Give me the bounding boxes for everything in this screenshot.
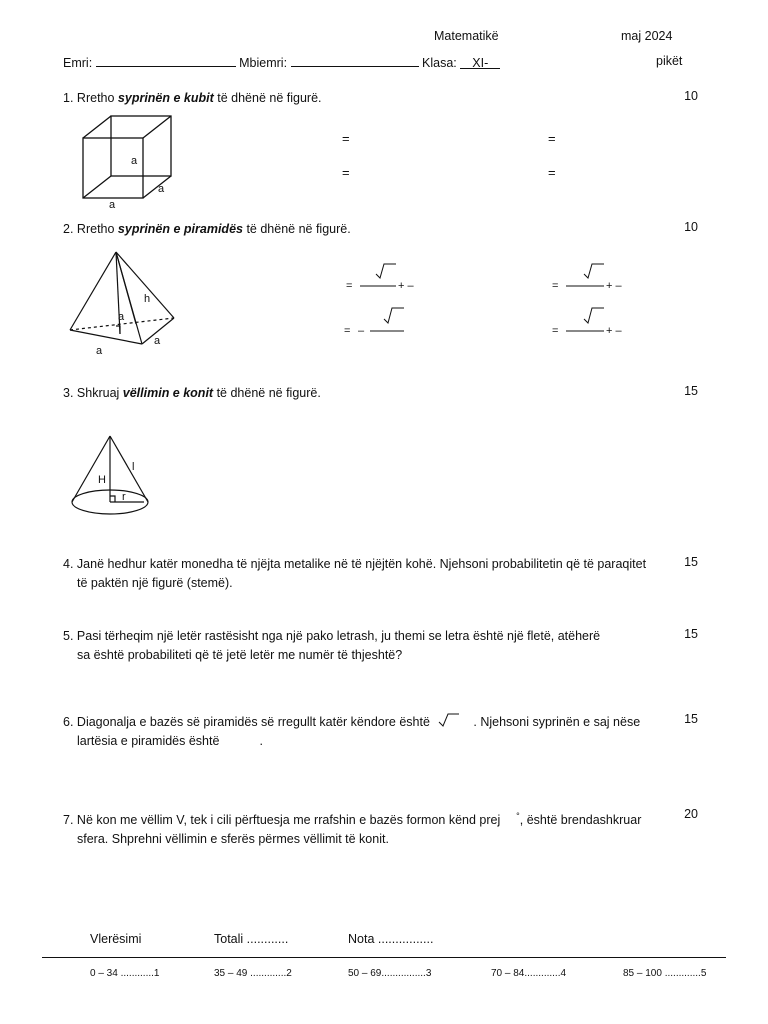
answer-operator: + – [606, 280, 622, 292]
question-text: Shkruaj [76, 386, 123, 400]
question-emphasis: syprinën e piramidës [117, 222, 243, 236]
question-3-points: 15 [684, 384, 698, 398]
name-field[interactable] [96, 54, 236, 67]
question-4-points: 15 [684, 555, 698, 569]
sqrt-symbol [433, 712, 473, 730]
pyramid-figure [62, 246, 182, 358]
question-number: 2. [63, 222, 74, 236]
question-4 [63, 555, 673, 593]
answer-option[interactable]: = [344, 325, 351, 336]
class-field[interactable] [460, 56, 500, 69]
surname-label: Mbiemri: [239, 56, 288, 70]
name-row [63, 54, 500, 70]
pyramid-label-a: a [154, 335, 161, 347]
question-7 [63, 807, 673, 849]
question-2 [63, 220, 673, 239]
question-text: Pasi tërheqim një letër rastësisht nga një pako letrash, ju themi se letra është një fletë, atëherë [76, 629, 601, 643]
exam-date: maj 2024 [621, 29, 673, 43]
cone-label-r: r [122, 491, 126, 503]
answer-operator: – [358, 325, 365, 336]
evaluation-label: Vlerësimi [90, 932, 142, 946]
question-5 [63, 627, 673, 665]
cube-label-a: a [109, 199, 116, 210]
question-text: Rretho [76, 91, 118, 105]
question-text: , është brendashkruar [519, 813, 642, 827]
answer-option[interactable]: = [548, 131, 556, 146]
question-number: 3. [63, 386, 74, 400]
answer-option[interactable]: = [342, 131, 350, 146]
question-number: 5. [63, 629, 74, 643]
pyramid-answer-options [340, 256, 640, 336]
question-text: të paktën një figurë (stemë). [77, 576, 233, 590]
question-text: sa është probabiliteti që të jetë letër me numër të thjeshtë? [77, 648, 403, 662]
class-value: XI- [472, 56, 489, 70]
answer-option[interactable]: = [548, 165, 556, 180]
points-label: pikët [656, 54, 683, 68]
question-number: 4. [63, 557, 74, 571]
question-text: Diagonalja e bazës së piramidës së rregullt katër këndore është [76, 715, 430, 729]
answer-option[interactable]: = [552, 280, 559, 292]
cube-label-a: a [158, 183, 165, 195]
answer-operator: + – [606, 325, 622, 336]
question-3 [63, 384, 673, 403]
cube-figure [75, 110, 185, 210]
total-field[interactable]: Totali ............ [214, 932, 289, 946]
class-label: Klasa: [422, 56, 457, 70]
question-5-points: 15 [684, 627, 698, 641]
grade-scale-item: 85 – 100 .............5 [623, 968, 707, 979]
question-1 [63, 89, 673, 108]
question-text: sfera. Shprehni vëllimin e sferës përmes vëllimit të konit. [77, 832, 389, 846]
question-emphasis: vëllimin e konit [122, 386, 214, 400]
question-7-points: 20 [684, 807, 698, 821]
question-number: 1. [63, 91, 74, 105]
question-number: 6. [63, 715, 74, 729]
answer-option[interactable]: = [342, 165, 350, 180]
name-label: Emri: [63, 56, 93, 70]
footer-divider [42, 957, 726, 958]
surname-field[interactable] [291, 54, 419, 67]
grade-field[interactable]: Nota ................ [348, 932, 434, 946]
grade-scale-item: 70 – 84.............4 [491, 968, 567, 979]
question-text: Janë hedhur katër monedha të njëjta metalike në të njëjtën kohë. Njehsoni probabilitetin që të paraqitet [76, 557, 647, 571]
question-emphasis: syprinën e kubit [117, 91, 214, 105]
answer-option[interactable]: = [346, 280, 353, 292]
question-text: të dhënë në figurë. [242, 222, 351, 236]
cube-label-a: a [131, 155, 138, 167]
question-number: 7. [63, 813, 74, 827]
question-text: . [259, 734, 263, 748]
answer-operator: + – [398, 280, 414, 292]
subject-title: Matematikë [434, 29, 499, 43]
question-6-points: 15 [684, 712, 698, 726]
grade-scale-item: 50 – 69................3 [348, 968, 432, 979]
cone-figure [66, 430, 162, 522]
question-1-points: 10 [684, 89, 698, 103]
pyramid-label-a: a [118, 311, 125, 323]
question-text: të dhënë në figurë. [213, 386, 321, 400]
grade-scale-item: 0 – 34 ............1 [90, 968, 160, 979]
cone-label-H: H [98, 474, 106, 486]
grade-scale-item: 35 – 49 .............2 [214, 968, 292, 979]
pyramid-label-h: h [144, 293, 151, 305]
cone-label-l: l [132, 461, 135, 473]
question-text: të dhënë në figurë. [213, 91, 322, 105]
question-text: Në kon me vëllim V, tek i cili përftuesja me rrafshin e bazës formon kënd prej [76, 813, 501, 827]
question-text: lartësia e piramidës është [77, 734, 220, 748]
degree-symbol: ° [516, 811, 520, 821]
question-6 [63, 712, 673, 751]
pyramid-label-a: a [96, 345, 103, 357]
question-text: Rretho [76, 222, 118, 236]
question-2-points: 10 [684, 220, 698, 234]
question-text: . Njehsoni syprinën e saj nëse [473, 715, 641, 729]
answer-option[interactable]: = [552, 325, 559, 336]
